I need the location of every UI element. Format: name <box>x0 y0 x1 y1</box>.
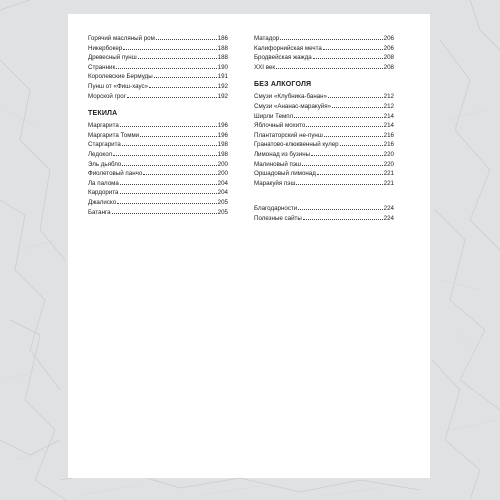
dot-leader <box>302 165 383 166</box>
dot-leader <box>122 165 216 166</box>
toc-entry <box>254 169 394 179</box>
toc-entry-page: 216 <box>383 131 394 139</box>
toc-entry-title: Смузи «Клубника-банан» <box>254 93 328 101</box>
toc-left-column <box>88 34 228 217</box>
toc-entry-page: 190 <box>217 63 228 71</box>
toc-entry-page: 205 <box>217 208 228 216</box>
toc-entry-page: 196 <box>217 122 228 130</box>
dot-leader <box>296 184 382 185</box>
dot-leader <box>328 97 383 98</box>
toc-entry <box>88 188 228 198</box>
toc-entry-page: 214 <box>383 112 394 120</box>
toc-entry-title: Ширли Темпл <box>254 112 294 120</box>
dot-leader <box>306 126 382 127</box>
dot-leader <box>332 107 383 108</box>
toc-entry-title: Батанга <box>88 208 111 216</box>
toc-entry <box>88 34 228 44</box>
toc-entry <box>88 82 228 92</box>
dot-leader <box>324 136 383 137</box>
toc-entry-title: Полезные сайты <box>254 214 302 222</box>
toc-entry <box>254 112 394 122</box>
toc-entry-title: Морской грог <box>88 92 126 100</box>
dot-leader <box>149 87 217 88</box>
dot-leader <box>116 68 216 69</box>
toc-entry <box>88 121 228 131</box>
dot-leader <box>298 209 382 210</box>
toc-entry <box>254 214 394 224</box>
toc-entry-page: 188 <box>217 54 228 62</box>
toc-entry-title: Фиолетовый панчо <box>88 170 143 178</box>
dot-leader <box>303 219 383 220</box>
dot-leader <box>313 58 383 59</box>
toc-entry <box>88 140 228 150</box>
toc-entry <box>88 198 228 208</box>
toc-entry-title: Маргарита <box>88 122 119 130</box>
toc-entry <box>88 44 228 54</box>
dot-leader <box>117 203 217 204</box>
toc-entry <box>88 179 228 189</box>
toc-entry-page: 206 <box>383 44 394 52</box>
toc-entry <box>254 179 394 189</box>
toc-entry-page: 204 <box>217 189 228 197</box>
toc-entry-page: 198 <box>217 150 228 158</box>
dot-leader <box>122 145 217 146</box>
toc-entry <box>254 92 394 102</box>
toc-entry-title: Яблочный мохито <box>254 122 306 130</box>
toc-entry-title: Древесный пунш <box>88 54 137 62</box>
toc-entry-page: 221 <box>383 170 394 178</box>
toc-entry <box>254 140 394 150</box>
toc-entry <box>88 160 228 170</box>
dot-leader <box>276 68 383 69</box>
toc-entry <box>88 92 228 102</box>
toc-entry-title: Гранатово-клюквенный кулер <box>254 141 339 149</box>
dot-leader <box>120 184 217 185</box>
toc-entry-page: 192 <box>217 92 228 100</box>
toc-entry-title: Калифорнийская мечта <box>254 44 322 52</box>
toc-entry-title: Бродвейская жажда <box>254 54 312 62</box>
dot-leader <box>123 49 216 50</box>
toc-entry-title: Маракуйя пэш <box>254 179 296 187</box>
toc-entry-page: 192 <box>217 82 228 90</box>
section-heading-tequila: ТЕКИЛА <box>88 110 118 118</box>
toc-entry-title: Ледокол <box>88 150 113 158</box>
toc-entry <box>254 160 394 170</box>
dot-leader <box>311 155 383 156</box>
toc-entry-page: 214 <box>383 122 394 130</box>
toc-entry <box>88 63 228 73</box>
dot-leader <box>127 97 217 98</box>
toc-group <box>254 34 394 72</box>
toc-entry-page: 200 <box>217 170 228 178</box>
toc-entry-title: Плантаторский не-пунш <box>254 131 323 139</box>
toc-entry <box>254 102 394 112</box>
toc-entry-title: Благодарности <box>254 205 298 213</box>
toc-entry-title: Малиновый пэш <box>254 160 301 168</box>
toc-entry-page: 212 <box>383 93 394 101</box>
toc-entry-page: 224 <box>383 205 394 213</box>
toc-group <box>88 121 228 217</box>
toc-entry-title: Горячий масляный ром <box>88 35 155 42</box>
dot-leader <box>113 155 217 156</box>
dot-leader <box>156 39 217 40</box>
toc-entry-page: 196 <box>217 131 228 139</box>
toc-entry <box>88 72 228 82</box>
toc-entry-page: 188 <box>217 44 228 52</box>
toc-entry-page: 216 <box>383 141 394 149</box>
toc-entry-page: 208 <box>383 63 394 71</box>
toc-entry-page: 191 <box>217 73 228 81</box>
toc-entry-title: Кардорита <box>88 189 119 197</box>
book-page <box>68 14 430 478</box>
dot-leader <box>112 213 217 214</box>
toc-entry-title: Лимонад из бузины <box>254 150 311 158</box>
toc-entry-title: Маргарита Томми <box>88 131 140 139</box>
toc-entry <box>254 34 394 44</box>
toc-entry-title: Королевские Бермуды <box>88 73 153 81</box>
toc-entry <box>254 121 394 131</box>
toc-right-column <box>254 34 394 224</box>
toc-entry-title: Матадор <box>254 35 280 42</box>
dot-leader <box>143 174 216 175</box>
toc-entry <box>88 131 228 141</box>
dot-leader <box>138 58 217 59</box>
toc-entry-title: Никербокер <box>88 44 123 52</box>
toc-entry-page: 198 <box>217 141 228 149</box>
toc-entry-page: 224 <box>383 214 394 222</box>
toc-entry-title: Странник <box>88 63 116 71</box>
dot-leader <box>280 39 382 40</box>
dot-leader <box>317 174 383 175</box>
toc-group <box>254 92 394 188</box>
dot-leader <box>154 77 217 78</box>
toc-entry-page: 220 <box>383 150 394 158</box>
toc-entry <box>254 53 394 63</box>
toc-entry-title: Ла палома <box>88 179 119 187</box>
toc-entry <box>254 204 394 214</box>
dot-leader <box>120 193 217 194</box>
toc-entry-title: XXI век <box>254 63 276 71</box>
toc-entry-title: Эль дьябло <box>88 160 122 168</box>
toc-entry-title: Пунш от «Фиш-хаус» <box>88 82 149 90</box>
toc-entry-title: Оршадовый лимонад <box>254 170 316 178</box>
toc-entry-page: 221 <box>383 179 394 187</box>
toc-entry <box>88 169 228 179</box>
toc-entry-page: 186 <box>217 35 228 42</box>
toc-entry-title: Смузи «Ананас-маракуйя» <box>254 102 332 110</box>
toc-entry-page: 208 <box>383 54 394 62</box>
toc-entry <box>254 63 394 73</box>
section-heading-non-alcoholic: БЕЗ АЛКОГОЛЯ <box>254 81 312 89</box>
toc-entry <box>254 44 394 54</box>
dot-leader <box>340 145 383 146</box>
toc-entry-page: 200 <box>217 160 228 168</box>
toc-group <box>88 34 228 101</box>
toc-entry <box>254 131 394 141</box>
toc-entry-page: 205 <box>217 198 228 206</box>
toc-entry <box>88 150 228 160</box>
spacer <box>254 188 394 204</box>
toc-entry-page: 204 <box>217 179 228 187</box>
toc-entry <box>88 53 228 63</box>
dot-leader <box>140 136 216 137</box>
dot-leader <box>294 117 382 118</box>
dot-leader <box>323 49 383 50</box>
toc-entry-page: 212 <box>383 102 394 110</box>
toc-entry-title: Старгарита <box>88 141 121 149</box>
toc-entry-title: Джалиско <box>88 198 117 206</box>
toc-entry-page: 220 <box>383 160 394 168</box>
toc-entry-page: 206 <box>383 35 394 42</box>
dot-leader <box>120 126 217 127</box>
toc-entry <box>254 150 394 160</box>
toc-group <box>254 204 394 223</box>
toc-entry <box>88 208 228 218</box>
